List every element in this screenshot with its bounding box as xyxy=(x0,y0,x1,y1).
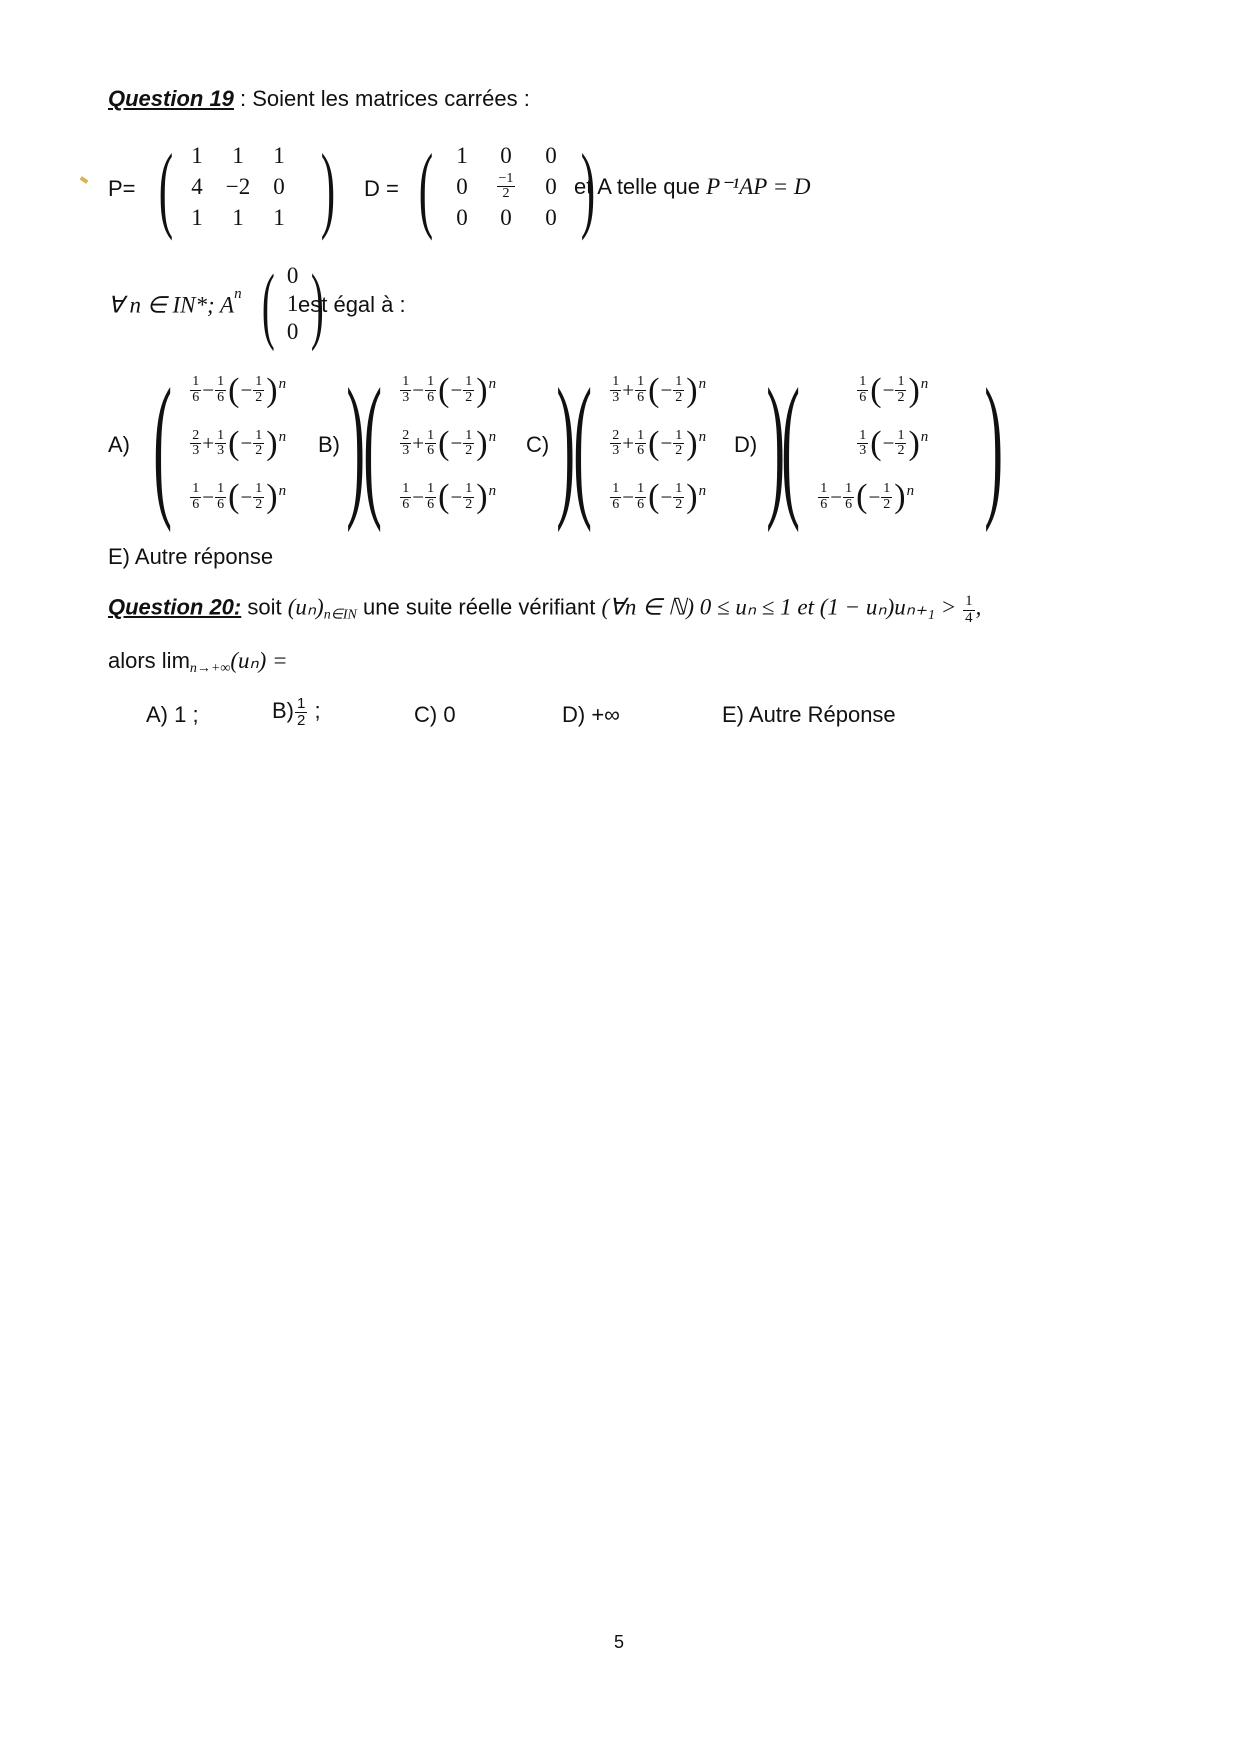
p-label: P= xyxy=(108,176,136,201)
fraction xyxy=(818,482,829,512)
fraction-denominator: 6 xyxy=(637,496,645,512)
minus-sign: − xyxy=(240,484,253,509)
vector-component xyxy=(399,371,539,409)
minus-sign: − xyxy=(450,484,463,509)
open-paren: ( xyxy=(648,371,660,409)
fraction-numerator: 1 xyxy=(255,374,263,390)
q20-option-c[interactable]: C) 0 xyxy=(414,702,456,727)
fraction xyxy=(190,429,201,459)
limit-text: alors lim xyxy=(108,648,190,673)
left-bracket: ( xyxy=(573,354,592,533)
fraction xyxy=(857,429,868,459)
fraction-numerator: 1 xyxy=(255,427,263,443)
fraction-numerator: −1 xyxy=(498,170,514,186)
vector-components xyxy=(189,364,329,524)
open-paren: ( xyxy=(438,371,450,409)
fraction xyxy=(253,429,264,459)
vector-component xyxy=(189,424,329,462)
limit-tail: (uₙ) = xyxy=(230,648,288,673)
power-exponent: n xyxy=(234,286,242,302)
fraction-denominator: 6 xyxy=(192,390,200,406)
close-paren: ) xyxy=(686,424,698,462)
close-paren: ) xyxy=(266,371,278,409)
sequence-index: n∈IN xyxy=(323,607,357,623)
fraction xyxy=(400,375,411,405)
fraction xyxy=(190,375,201,405)
fraction-numerator: 1 xyxy=(402,481,410,497)
fraction xyxy=(215,375,226,405)
fraction-denominator: 6 xyxy=(427,390,435,406)
fraction-numerator: 1 xyxy=(845,481,853,497)
matrix-entry: 1 xyxy=(191,205,203,231)
operator: + xyxy=(202,431,215,456)
fraction-denominator: 3 xyxy=(859,443,867,459)
fraction xyxy=(857,375,868,405)
fraction-numerator: 1 xyxy=(255,481,263,497)
matrix-fraction-entry xyxy=(497,172,516,202)
matrix-entry: 0 xyxy=(545,142,557,168)
condition: (∀n ∈ ℕ) 0 ≤ uₙ ≤ 1 et (1 − uₙ)uₙ₊₁ > xyxy=(601,594,963,620)
vector-components xyxy=(817,364,967,524)
vector-components xyxy=(399,364,539,524)
fraction-numerator: 1 xyxy=(897,374,905,390)
fraction xyxy=(895,429,906,459)
fraction xyxy=(425,482,436,512)
fraction-denominator: 3 xyxy=(612,390,620,406)
fraction xyxy=(881,482,892,512)
operator: + xyxy=(622,378,635,403)
fraction xyxy=(673,482,684,512)
vector-entry: 0 xyxy=(286,263,299,288)
fraction-numerator: 1 xyxy=(427,374,435,390)
power-exponent: n xyxy=(920,376,929,393)
question-20-middle: une suite réelle vérifiant xyxy=(356,594,602,620)
fraction xyxy=(463,375,474,405)
q20-option-b[interactable]: B) $\frac{1}{2}$ ; xyxy=(272,695,321,729)
matrix-entry: 0 xyxy=(500,142,512,168)
fraction xyxy=(635,482,646,512)
forall-text: ∀ n ∈ IN*; A xyxy=(108,292,235,318)
fraction-denominator: 2 xyxy=(675,443,683,459)
minus-sign: − xyxy=(660,484,673,509)
page-number: 5 xyxy=(614,1632,625,1652)
fraction-numerator: 1 xyxy=(820,481,828,497)
vector-component xyxy=(399,424,539,462)
matrix-entry: 0 xyxy=(273,173,285,199)
fraction-denominator: 6 xyxy=(427,496,435,512)
fraction xyxy=(400,429,411,459)
question-20-intro: soit xyxy=(241,594,288,620)
fraction-denominator: 2 xyxy=(255,390,263,406)
fraction-denominator: 6 xyxy=(217,390,225,406)
fraction xyxy=(895,375,906,405)
fraction xyxy=(215,482,226,512)
vector-component xyxy=(609,480,749,514)
fraction xyxy=(425,375,436,405)
operator: − xyxy=(412,378,425,403)
fraction xyxy=(673,375,684,405)
fraction-denominator: 6 xyxy=(820,496,828,512)
forall-line xyxy=(108,286,242,319)
fraction-numerator: 1 xyxy=(612,374,620,390)
operator: − xyxy=(622,484,635,509)
minus-sign: − xyxy=(450,378,463,403)
matrix-entry: 1 xyxy=(232,142,244,168)
operator: + xyxy=(412,431,425,456)
vector-entry: 0 xyxy=(286,319,299,344)
open-paren: ( xyxy=(870,424,882,462)
close-paren: ) xyxy=(476,424,488,462)
minus-sign: − xyxy=(660,378,673,403)
question-20-heading: Question 20: xyxy=(108,594,242,620)
fraction xyxy=(253,375,264,405)
open-paren: ( xyxy=(228,371,240,409)
fraction xyxy=(463,429,474,459)
close-paren: ) xyxy=(476,371,488,409)
right-bracket: ) xyxy=(766,354,786,533)
fraction-numerator: 1 xyxy=(217,374,225,390)
power-exponent: n xyxy=(278,376,287,393)
minus-sign: − xyxy=(450,431,463,456)
fraction-denominator: 6 xyxy=(427,443,435,459)
power-exponent: n xyxy=(698,482,707,499)
fraction xyxy=(253,482,264,512)
power-exponent: n xyxy=(488,429,497,446)
option-e[interactable]: E) Autre réponse xyxy=(108,544,274,569)
fraction xyxy=(425,429,436,459)
minus-sign: − xyxy=(882,378,895,403)
fraction-denominator: 6 xyxy=(637,443,645,459)
fraction-denominator: 6 xyxy=(637,390,645,406)
vector-component xyxy=(817,424,967,462)
power-exponent: n xyxy=(278,429,287,446)
fraction-numerator: 1 xyxy=(637,427,645,443)
fraction-numerator: 1 xyxy=(427,427,435,443)
fraction-denominator: 2 xyxy=(465,390,473,406)
fraction xyxy=(610,482,621,512)
fraction-numerator: 1 xyxy=(897,427,905,443)
power-exponent: n xyxy=(488,376,497,393)
open-paren: ( xyxy=(438,478,450,516)
close-paren: ) xyxy=(476,478,488,516)
matrix-entry: 4 xyxy=(191,173,203,199)
fraction-numerator: 1 xyxy=(402,374,410,390)
vector-component xyxy=(609,424,749,462)
option-a-label[interactable]: A) xyxy=(108,432,130,457)
minus-sign: − xyxy=(240,378,253,403)
close-paren: ) xyxy=(686,371,698,409)
fraction-numerator: 1 xyxy=(465,427,473,443)
d-matrix: ( 1 0 0 0 $\frac{-1}{2}$ 0 0 0 0 ) xyxy=(418,133,596,241)
minus-sign: − xyxy=(660,431,673,456)
question-19-heading: Question 19 xyxy=(108,86,234,111)
fraction xyxy=(635,429,646,459)
power-exponent: n xyxy=(906,482,915,499)
matrix-entry: 1 xyxy=(232,205,244,231)
fraction-numerator: 2 xyxy=(192,427,200,443)
matrix-entry: 1 xyxy=(191,142,203,168)
close-paren: ) xyxy=(908,424,920,462)
fraction-denominator: 2 xyxy=(883,496,891,512)
fraction xyxy=(215,429,226,459)
fraction-numerator: 2 xyxy=(612,427,620,443)
fraction xyxy=(463,482,474,512)
close-paren: ) xyxy=(908,371,920,409)
fraction xyxy=(610,375,621,405)
fraction-numerator: 1 xyxy=(427,481,435,497)
fraction-denominator: 6 xyxy=(845,496,853,512)
fraction-denominator: 2 xyxy=(465,443,473,459)
matrix-entry: −2 xyxy=(225,173,251,199)
close-paren: ) xyxy=(686,478,698,516)
power-exponent: n xyxy=(698,376,707,393)
close-paren: ) xyxy=(266,478,278,516)
p-matrix: ( 1 1 1 4 −2 0 1 1 1 ) xyxy=(158,133,336,241)
fraction-numerator: 1 xyxy=(675,427,683,443)
fraction-numerator: 1 xyxy=(859,427,867,443)
fraction xyxy=(400,482,411,512)
fraction-denominator: 2 xyxy=(897,443,905,459)
fraction-numerator: 1 xyxy=(217,481,225,497)
option-b-label[interactable]: B) xyxy=(318,432,340,457)
minus-sign: − xyxy=(240,431,253,456)
margin-mark xyxy=(80,176,89,184)
fraction-denominator: 3 xyxy=(402,390,410,406)
right-bracket: ) xyxy=(984,354,1004,533)
matrix-entry: 0 xyxy=(500,205,512,231)
question-20-line xyxy=(108,594,981,627)
fraction-denominator: 2 xyxy=(897,390,905,406)
power-exponent: n xyxy=(488,482,497,499)
limit-line xyxy=(108,648,288,677)
fraction-denominator: 6 xyxy=(612,496,620,512)
fraction-numerator: 1 xyxy=(637,374,645,390)
fraction xyxy=(610,429,621,459)
option-c-label[interactable]: C) xyxy=(526,432,550,457)
matrix-entry: 1 xyxy=(273,205,285,231)
right-bracket: ) xyxy=(346,354,366,533)
vector-component xyxy=(189,371,329,409)
relation-line xyxy=(574,174,811,200)
condition-tail: , xyxy=(975,594,982,620)
fraction-denominator: 6 xyxy=(859,390,867,406)
option-d-label[interactable]: D) xyxy=(734,432,758,457)
fraction-denominator: 3 xyxy=(192,443,200,459)
fraction-denominator: 2 xyxy=(675,390,683,406)
matrix-entry: 0 xyxy=(456,173,468,199)
close-paren: ) xyxy=(894,478,906,516)
fraction-numerator: 1 xyxy=(859,374,867,390)
vector-component xyxy=(609,371,749,409)
operator: − xyxy=(202,378,215,403)
fraction-numerator: 1 xyxy=(217,427,225,443)
limit-sub: n→+∞ xyxy=(189,661,231,677)
vector-components xyxy=(609,364,749,524)
vector-entry: 1 xyxy=(286,291,299,316)
matrix-entry: 1 xyxy=(456,142,468,168)
left-bracket: ( xyxy=(781,354,800,533)
operator: − xyxy=(830,484,843,509)
option-b-fraction: $\frac{1}{2}$ xyxy=(297,695,306,729)
fraction-denominator: 6 xyxy=(192,496,200,512)
q20-option-d[interactable]: D) +∞ xyxy=(562,702,620,727)
fraction-denominator: 6 xyxy=(402,496,410,512)
matrix-entry: 0 xyxy=(545,173,557,199)
power-exponent: n xyxy=(278,482,287,499)
fraction-numerator: 1 xyxy=(192,481,200,497)
open-paren: ( xyxy=(648,424,660,462)
vector-component xyxy=(399,480,539,514)
power-exponent: n xyxy=(698,429,707,446)
vector-component xyxy=(817,480,967,514)
fraction-numerator: 1 xyxy=(465,374,473,390)
fraction-numerator: 1 xyxy=(883,481,891,497)
minus-sign: − xyxy=(868,484,881,509)
relation-formula: P⁻¹AP = D xyxy=(706,174,811,199)
left-bracket: ( xyxy=(363,354,382,533)
close-paren: ) xyxy=(266,424,278,462)
fraction-denominator: 6 xyxy=(217,496,225,512)
d-matrix-entries xyxy=(442,140,572,234)
open-paren: ( xyxy=(870,371,882,409)
condition-fraction: $\frac{1}{4}$ xyxy=(965,593,973,626)
fraction-numerator: 1 xyxy=(675,481,683,497)
right-bracket: ) xyxy=(556,354,576,533)
vector-component xyxy=(189,480,329,514)
unit-vector: ( 0 1 0 ) xyxy=(261,256,324,352)
open-paren: ( xyxy=(648,478,660,516)
open-paren: ( xyxy=(228,478,240,516)
operator: − xyxy=(202,484,215,509)
fraction xyxy=(673,429,684,459)
equals-text: est égal à : xyxy=(298,292,406,317)
relation-text: et A telle que xyxy=(574,174,707,199)
question-19-line xyxy=(108,86,530,112)
fraction-numerator: 1 xyxy=(637,481,645,497)
fraction-numerator: 1 xyxy=(675,374,683,390)
vector-component xyxy=(817,371,967,409)
fraction-denominator: 2 xyxy=(465,496,473,512)
fraction-denominator: 3 xyxy=(217,443,225,459)
matrix-entry: 0 xyxy=(456,205,468,231)
question-19-intro: : Soient les matrices carrées : xyxy=(233,86,530,111)
q20-option-a[interactable]: A) 1 ; xyxy=(146,702,199,727)
fraction-numerator: 1 xyxy=(465,481,473,497)
d-label: D = xyxy=(364,176,399,201)
left-bracket: ( xyxy=(153,354,172,533)
fraction-denominator: 3 xyxy=(612,443,620,459)
fraction-denominator: 3 xyxy=(402,443,410,459)
option-d-vector xyxy=(764,354,1021,533)
matrix-entry: 1 xyxy=(273,142,285,168)
operator: − xyxy=(412,484,425,509)
open-paren: ( xyxy=(228,424,240,462)
fraction-numerator: 1 xyxy=(612,481,620,497)
open-paren: ( xyxy=(438,424,450,462)
fraction-denominator: 2 xyxy=(675,496,683,512)
sequence-symbol: (uₙ) xyxy=(287,594,324,620)
fraction xyxy=(635,375,646,405)
open-paren: ( xyxy=(856,478,868,516)
matrix-entry: 0 xyxy=(545,205,557,231)
p-matrix-entries xyxy=(182,140,312,234)
fraction-denominator: 2 xyxy=(255,443,263,459)
fraction-numerator: 2 xyxy=(402,427,410,443)
minus-sign: − xyxy=(882,431,895,456)
fraction-numerator: 1 xyxy=(192,374,200,390)
operator: + xyxy=(622,431,635,456)
fraction-denominator: 2 xyxy=(502,186,510,202)
fraction-denominator: 2 xyxy=(255,496,263,512)
fraction xyxy=(190,482,201,512)
fraction xyxy=(843,482,854,512)
q20-option-e[interactable]: E) Autre Réponse xyxy=(722,702,896,727)
power-exponent: n xyxy=(920,429,929,446)
